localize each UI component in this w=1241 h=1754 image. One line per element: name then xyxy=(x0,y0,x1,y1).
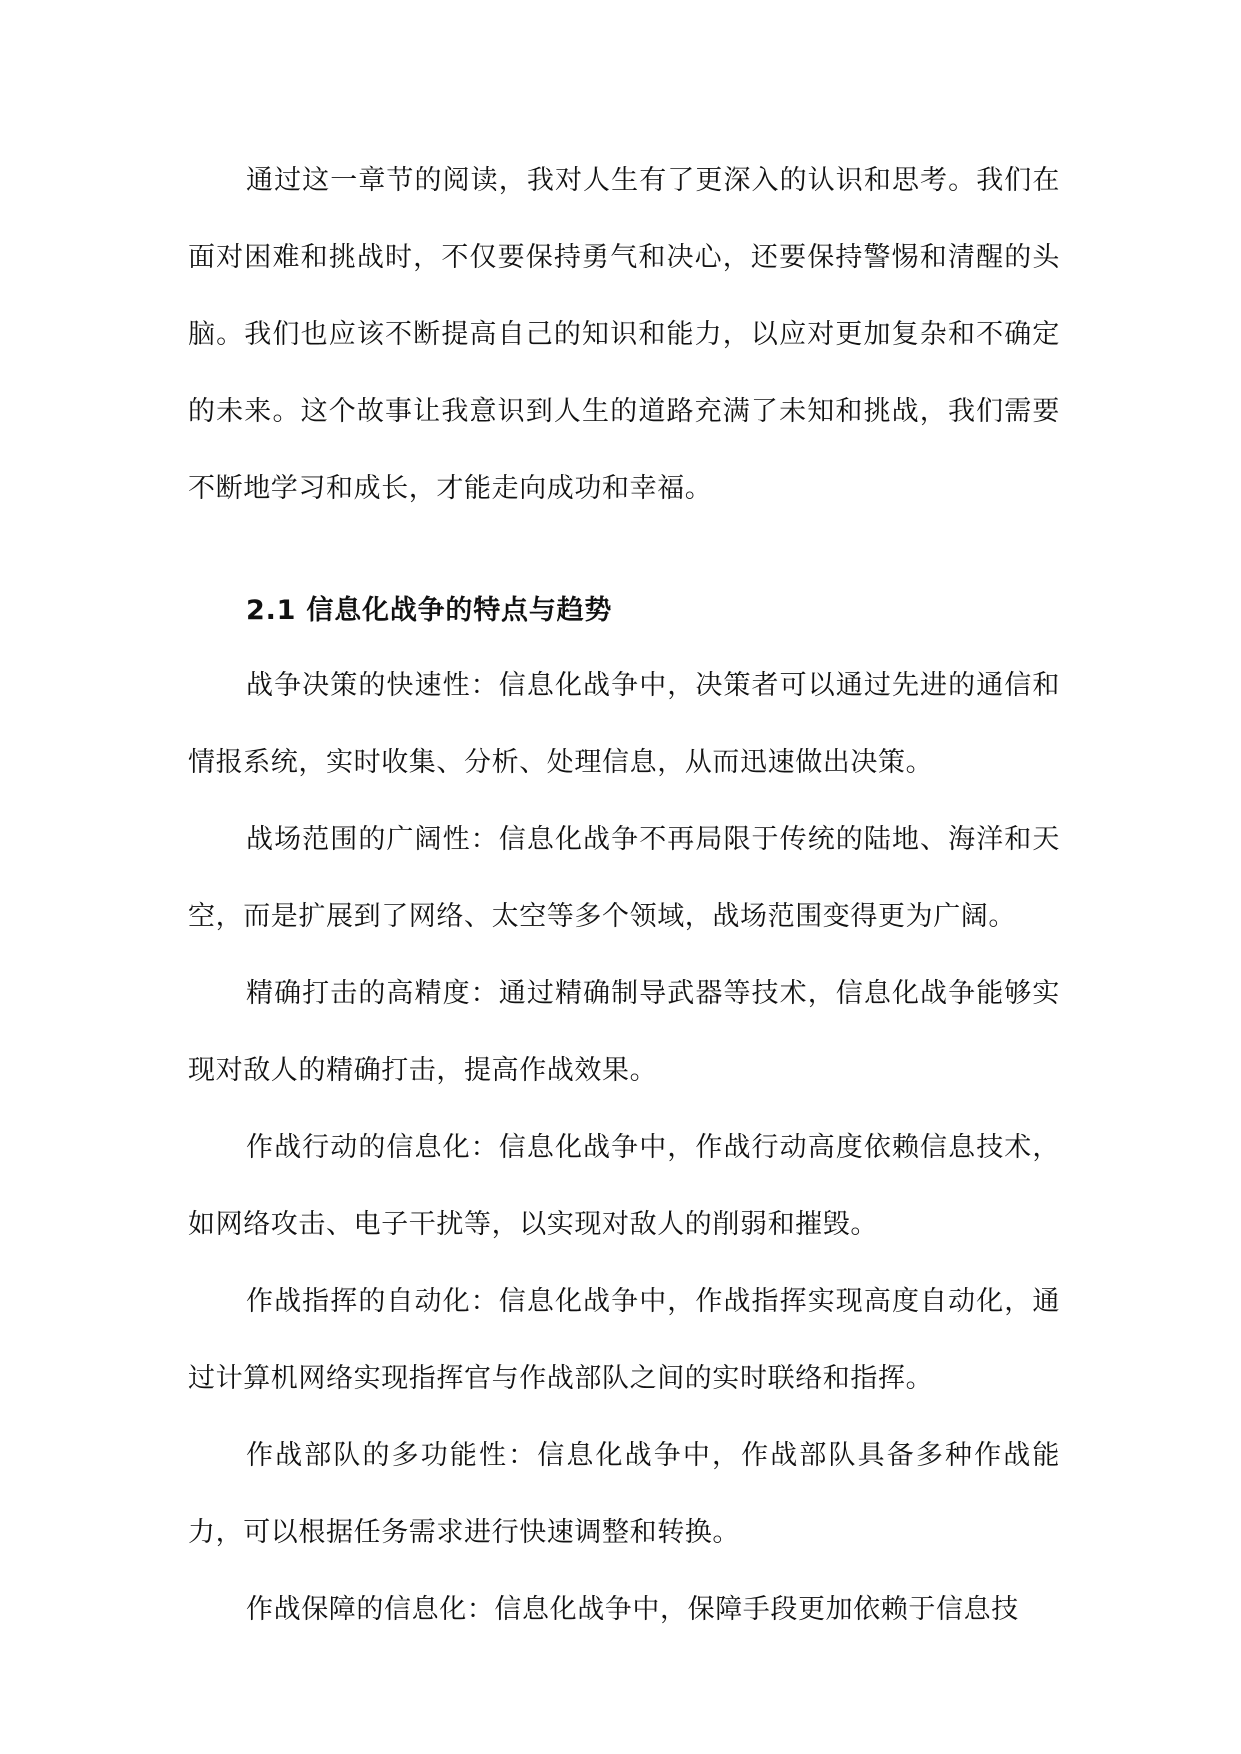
paragraph-decision-speed: 战争决策的快速性：信息化战争中，决策者可以通过先进的通信和情报系统，实时收集、分析、处理信息，从而迅速做出决策。 xyxy=(188,670,1060,778)
paragraph-precision-strike: 精确打击的高精度：通过精确制导武器等技术，信息化战争能够实现对敌人的精确打击，提高作战效果。 xyxy=(188,978,1060,1086)
section-heading: 2.1 信息化战争的特点与趋势 xyxy=(246,595,613,626)
paragraph-battlefield-scope: 战场范围的广阔性：信息化战争不再局限于传统的陆地、海洋和天空，而是扩展到了网络、太空等多个领域，战场范围变得更为广阔。 xyxy=(188,824,1060,932)
page-content xyxy=(188,142,1060,1648)
paragraph-unit-multifunction: 作战部队的多功能性：信息化战争中，作战部队具备多种作战能力，可以根据任务需求进行快速调整和转换。 xyxy=(188,1440,1060,1548)
intro-paragraph: 通过这一章节的阅读，我对人生有了更深入的认识和思考。我们在面对困难和挑战时，不仅要保持勇气和决心，还要保持警惕和清醒的头脑。我们也应该不断提高自己的知识和能力，以应对更加复杂和不确定的未来。这个故事让我意识到人生的道路充满了未知和挑战，我们需要不断地学习和成长，才能走向成功和幸福。 xyxy=(188,165,1060,504)
paragraph-command-automation: 作战指挥的自动化：信息化战争中，作战指挥实现高度自动化，通过计算机网络实现指挥官与作战部队之间的实时联络和指挥。 xyxy=(188,1286,1060,1394)
paragraph-support-informatization: 作战保障的信息化：信息化战争中，保障手段更加依赖于信息技 xyxy=(246,1594,1019,1625)
paragraph-operations-informatization: 作战行动的信息化：信息化战争中，作战行动高度依赖信息技术，如网络攻击、电子干扰等，以实现对敌人的削弱和摧毁。 xyxy=(188,1132,1060,1240)
